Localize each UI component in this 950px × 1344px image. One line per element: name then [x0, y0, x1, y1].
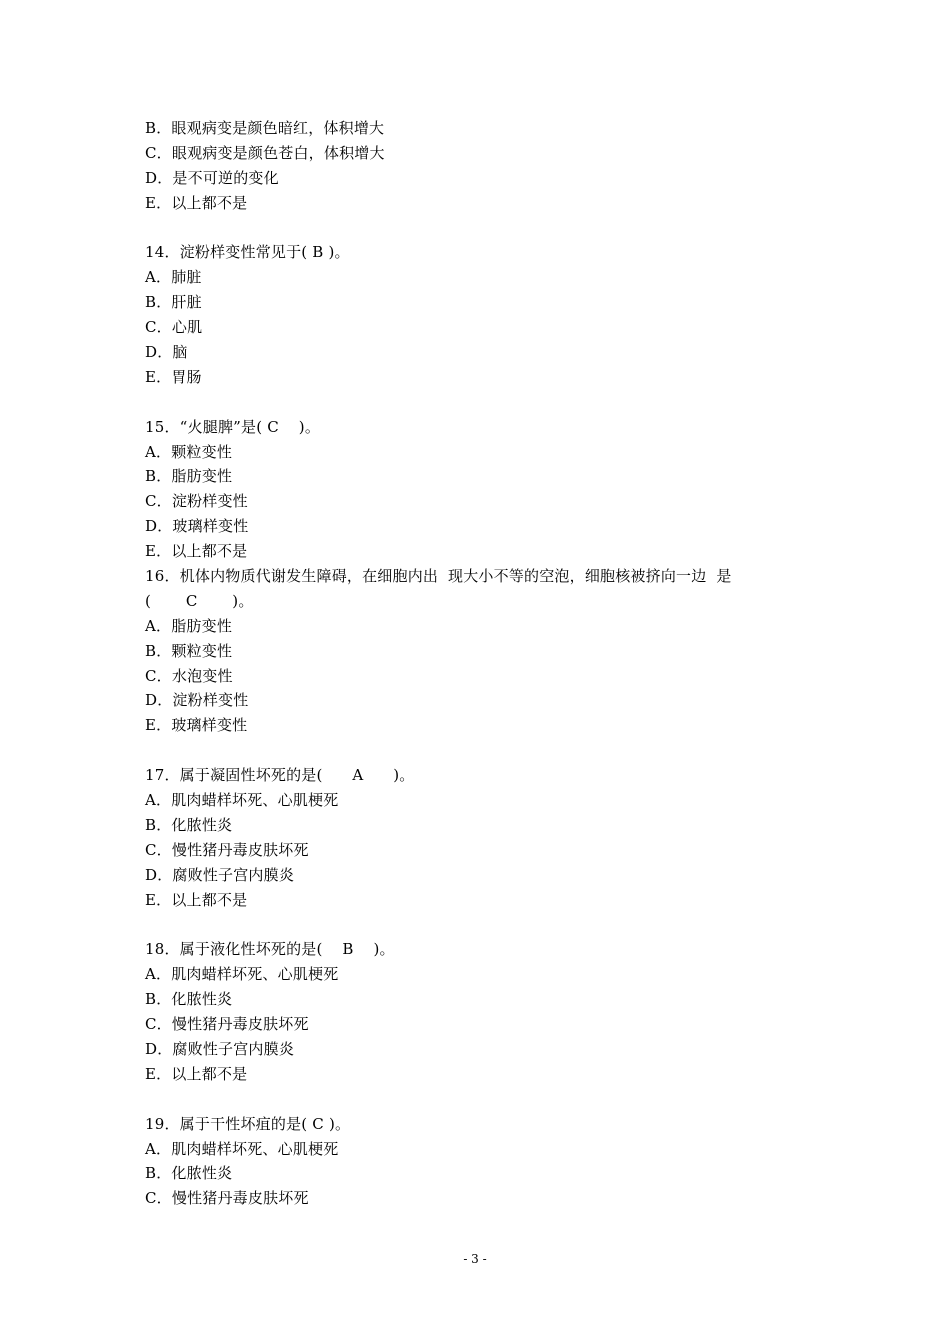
option-e: E．玻璃样变性 [145, 716, 248, 735]
option-b: B．脂肪变性 [145, 467, 233, 486]
question-13-continued [145, 116, 815, 216]
option-a: A．颗粒变性 [145, 442, 233, 461]
option-e: E．以上都不是 [145, 542, 248, 561]
question-19 [145, 1112, 815, 1212]
option-d: D．腐败性子宫内膜炎 [145, 865, 295, 884]
option-b: B．化脓性炎 [145, 990, 233, 1009]
option-b: B．眼观病变是颜色暗红，体积增大 [145, 119, 385, 137]
spacer [145, 738, 815, 763]
option-c: C．慢性猪丹毒皮肤坏死 [145, 1189, 309, 1208]
spacer [145, 1087, 815, 1112]
spacer [145, 913, 815, 938]
question-14 [145, 240, 815, 389]
question-17 [145, 763, 815, 912]
question-stem-line-2: ( C )。 [145, 591, 254, 610]
option-c: C．淀粉样变性 [145, 492, 248, 511]
question-15 [145, 415, 815, 564]
option-b: B．颗粒变性 [145, 641, 233, 660]
option-c: C．眼观病变是颜色苍白，体积增大 [145, 143, 385, 162]
question-stem: 15．“火腿脾”是( C )。 [145, 417, 321, 436]
question-stem: 19．属于干性坏疽的是( C )。 [145, 1114, 351, 1133]
question-16 [145, 564, 815, 738]
option-c: C．心肌 [145, 318, 203, 337]
option-b: B．化脓性炎 [145, 815, 233, 834]
option-e: E．以上都不是 [145, 1064, 248, 1083]
option-d: D．玻璃样变性 [145, 517, 249, 536]
option-a: A．脂肪变性 [145, 616, 233, 635]
spacer [145, 390, 815, 415]
option-a: A．肌肉蜡样坏死、心肌梗死 [145, 965, 339, 984]
option-b: B．化脓性炎 [145, 1164, 233, 1183]
question-stem-line-1: 16．机体内物质代谢发生障碍，在细胞内出 现大小不等的空泡，细胞核被挤向一边 是 [145, 567, 732, 586]
option-e: E．以上都不是 [145, 890, 248, 909]
question-stem: 14．淀粉样变性常见于( B )。 [145, 243, 350, 262]
option-e: E．胃肠 [145, 367, 202, 386]
spacer [145, 216, 815, 241]
option-e: E．以上都不是 [145, 193, 248, 212]
option-a: A．肌肉蜡样坏死、心肌梗死 [145, 1139, 339, 1158]
question-stem: 17．属于凝固性坏死的是( A )。 [145, 766, 415, 785]
option-b: B．肝脏 [145, 293, 202, 312]
option-d: D．是不可逆的变化 [145, 168, 279, 187]
option-d: D．腐败性子宫内膜炎 [145, 1039, 295, 1058]
page-number: - 3 - [463, 1252, 487, 1266]
option-c: C．慢性猪丹毒皮肤坏死 [145, 840, 309, 859]
option-c: C．慢性猪丹毒皮肤坏死 [145, 1015, 309, 1034]
question-18 [145, 937, 815, 1086]
option-a: A．肌肉蜡样坏死、心肌梗死 [145, 791, 339, 810]
option-d: D．淀粉样变性 [145, 691, 249, 710]
option-a: A．肺脏 [145, 268, 202, 287]
option-d: D．脑 [145, 343, 188, 362]
question-stem: 18．属于液化性坏死的是( B )。 [145, 940, 395, 959]
question-list [145, 116, 815, 1211]
option-c: C．水泡变性 [145, 666, 233, 685]
